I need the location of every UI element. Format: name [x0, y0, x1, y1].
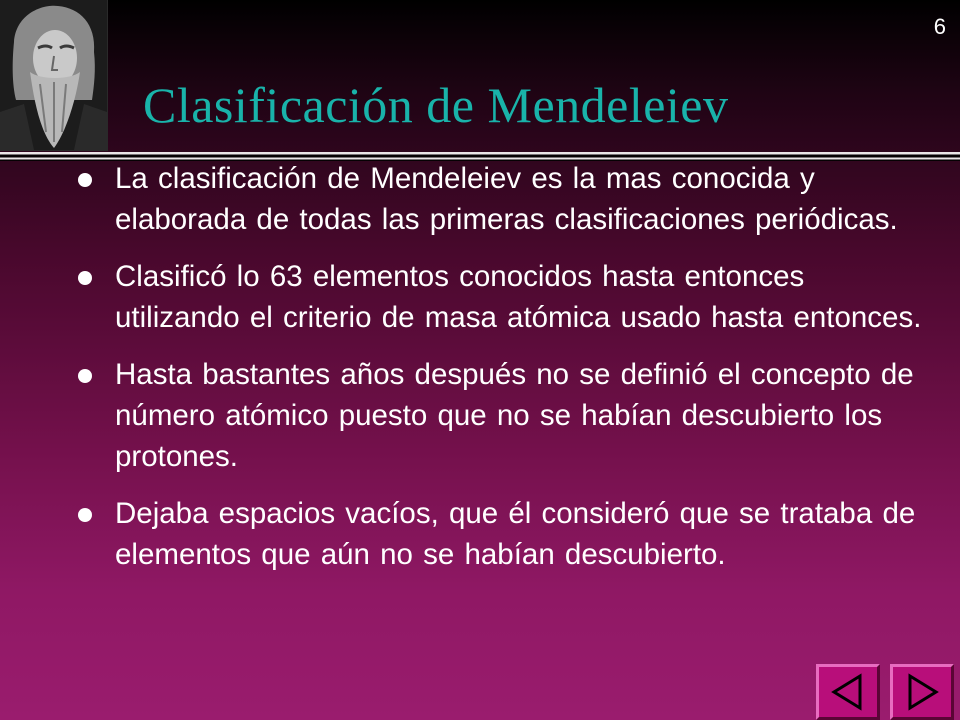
slide-title: Clasificación de Mendeleiev — [143, 77, 729, 133]
next-slide-button[interactable] — [890, 664, 954, 720]
bullet-text: Dejaba espacios vacíos, que él consideró que se trataba de elementos que aún no se habían descubierto. — [115, 497, 916, 571]
bullet-item — [78, 354, 938, 477]
bullet-dot-icon — [78, 271, 92, 285]
bullet-dot-icon — [78, 369, 92, 383]
bullet-item — [78, 158, 938, 240]
bullet-item — [78, 256, 938, 338]
bullet-list — [78, 158, 938, 591]
bullet-text: La clasificación de Mendeleiev es la mas conocida y elaborada de todas las primeras clasificaciones periódicas. — [115, 162, 898, 236]
bullet-text: Hasta bastantes años después no se definió el concepto de número atómico puesto que no se habían descubierto los protones. — [115, 358, 914, 473]
slide-navigation — [816, 664, 960, 720]
previous-slide-button[interactable] — [816, 664, 880, 720]
mendeleiev-portrait-icon — [0, 0, 108, 151]
bullet-item — [78, 493, 938, 575]
bullet-dot-icon — [78, 173, 92, 187]
previous-triangle-icon — [828, 672, 868, 712]
bullet-text: Clasificó lo 63 elementos conocidos hasta entonces utilizando el criterio de masa atómica usado hasta entonces. — [115, 260, 922, 334]
next-triangle-icon — [902, 672, 942, 712]
bullet-dot-icon — [78, 508, 92, 522]
slide-number: 6 — [933, 14, 946, 39]
